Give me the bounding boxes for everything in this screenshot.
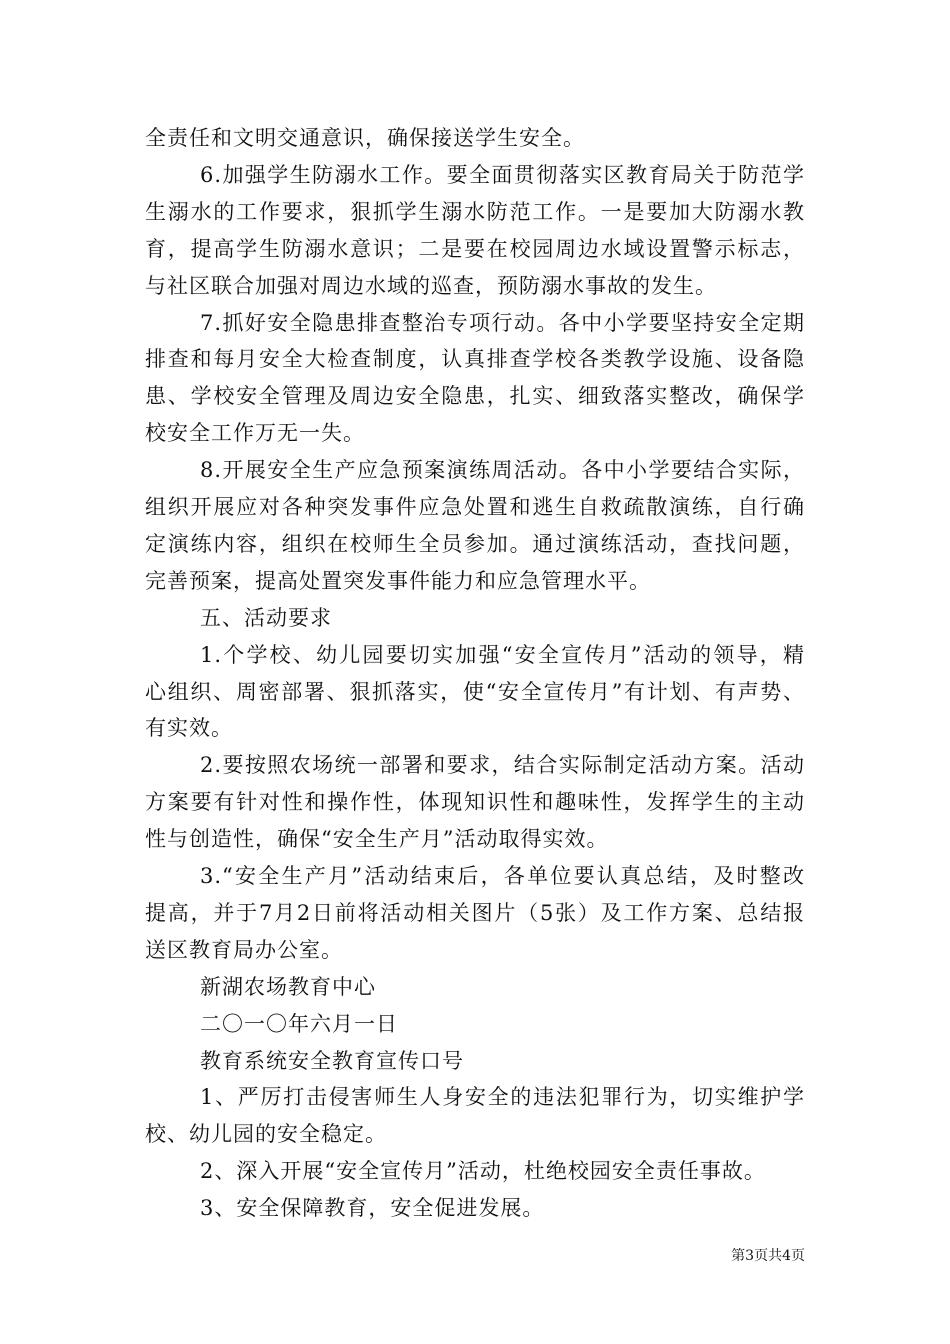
text-line: 2、深入开展“安全宣传月”活动，杜绝校园安全责任事故。 bbox=[200, 1159, 766, 1184]
text-line: 全责任和文明交通意识，确保接送学生安全。 bbox=[145, 126, 585, 150]
text-line: 1、严厉打击侵害师生人身安全的违法犯罪行为，切实维护学 bbox=[200, 1085, 805, 1110]
text-line: 与社区联合加强对周边水域的巡查，预防溺水事故的发生。 bbox=[145, 273, 717, 298]
text-line: 教育系统安全教育宣传口号 bbox=[200, 1048, 464, 1073]
text-line: 心组织、周密部署、狠抓落实，使“安全宣传月”有计划、有声势、 bbox=[145, 679, 805, 704]
text-line: 二〇一〇年六月一日 bbox=[200, 1011, 398, 1036]
text-line: 完善预案，提高处置突发事件能力和应急管理水平。 bbox=[145, 568, 651, 593]
text-line: 校安全工作万无一失。 bbox=[145, 421, 365, 446]
text-line: 排查和每月安全大检查制度，认真排查学校各类教学设施、设备隐 bbox=[145, 347, 805, 372]
text-line: 3、安全保障教育，安全促进发展。 bbox=[200, 1196, 545, 1221]
text-line: 2.要按照农场统一部署和要求，结合实际制定活动方案。活动 bbox=[200, 753, 805, 778]
text-line: 五、活动要求 bbox=[200, 605, 332, 630]
text-line: 定演练内容，组织在校师生全员参加。通过演练活动，查找问题， bbox=[145, 531, 805, 556]
text-line: 1.个学校、幼儿园要切实加强“安全宣传月”活动的领导，精 bbox=[200, 642, 805, 667]
text-line: 组织开展应对各种突发事件应急处置和逃生自救疏散演练，自行确 bbox=[145, 495, 805, 519]
text-line: 校、幼儿园的安全稳定。 bbox=[145, 1122, 387, 1147]
text-line: 患、学校安全管理及周边安全隐患，扎实、细致落实整改，确保学 bbox=[145, 384, 805, 409]
text-line: 7.抓好安全隐患排查整治专项行动。各中小学要坚持安全定期 bbox=[200, 310, 805, 335]
text-line: 3.“安全生产月”活动结束后，各单位要认真总结，及时整改 bbox=[200, 864, 805, 888]
text-line: 有实效。 bbox=[145, 716, 233, 741]
text-line: 生溺水的工作要求，狠抓学生溺水防范工作。一是要加大防溺水教 bbox=[145, 199, 805, 224]
text-line: 8.开展安全生产应急预案演练周活动。各中小学要结合实际， bbox=[200, 458, 805, 483]
text-line: 育，提高学生防溺水意识；二是要在校园周边水域设置警示标志， bbox=[145, 236, 805, 261]
text-line: 方案要有针对性和操作性，体现知识性和趣味性，发挥学生的主动 bbox=[145, 790, 805, 815]
page-number-footer: 第3页共4页 bbox=[731, 1248, 805, 1264]
text-line: 提高，并于7月2日前将活动相关图片（5张）及工作方案、总结报 bbox=[145, 900, 805, 925]
text-line: 6.加强学生防溺水工作。要全面贯彻落实区教育局关于防范学 bbox=[200, 162, 805, 187]
text-line: 新湖农场教育中心 bbox=[200, 974, 376, 999]
text-line: 性与创造性，确保“安全生产月”活动取得实效。 bbox=[145, 827, 609, 852]
text-line: 送区教育局办公室。 bbox=[145, 937, 343, 962]
